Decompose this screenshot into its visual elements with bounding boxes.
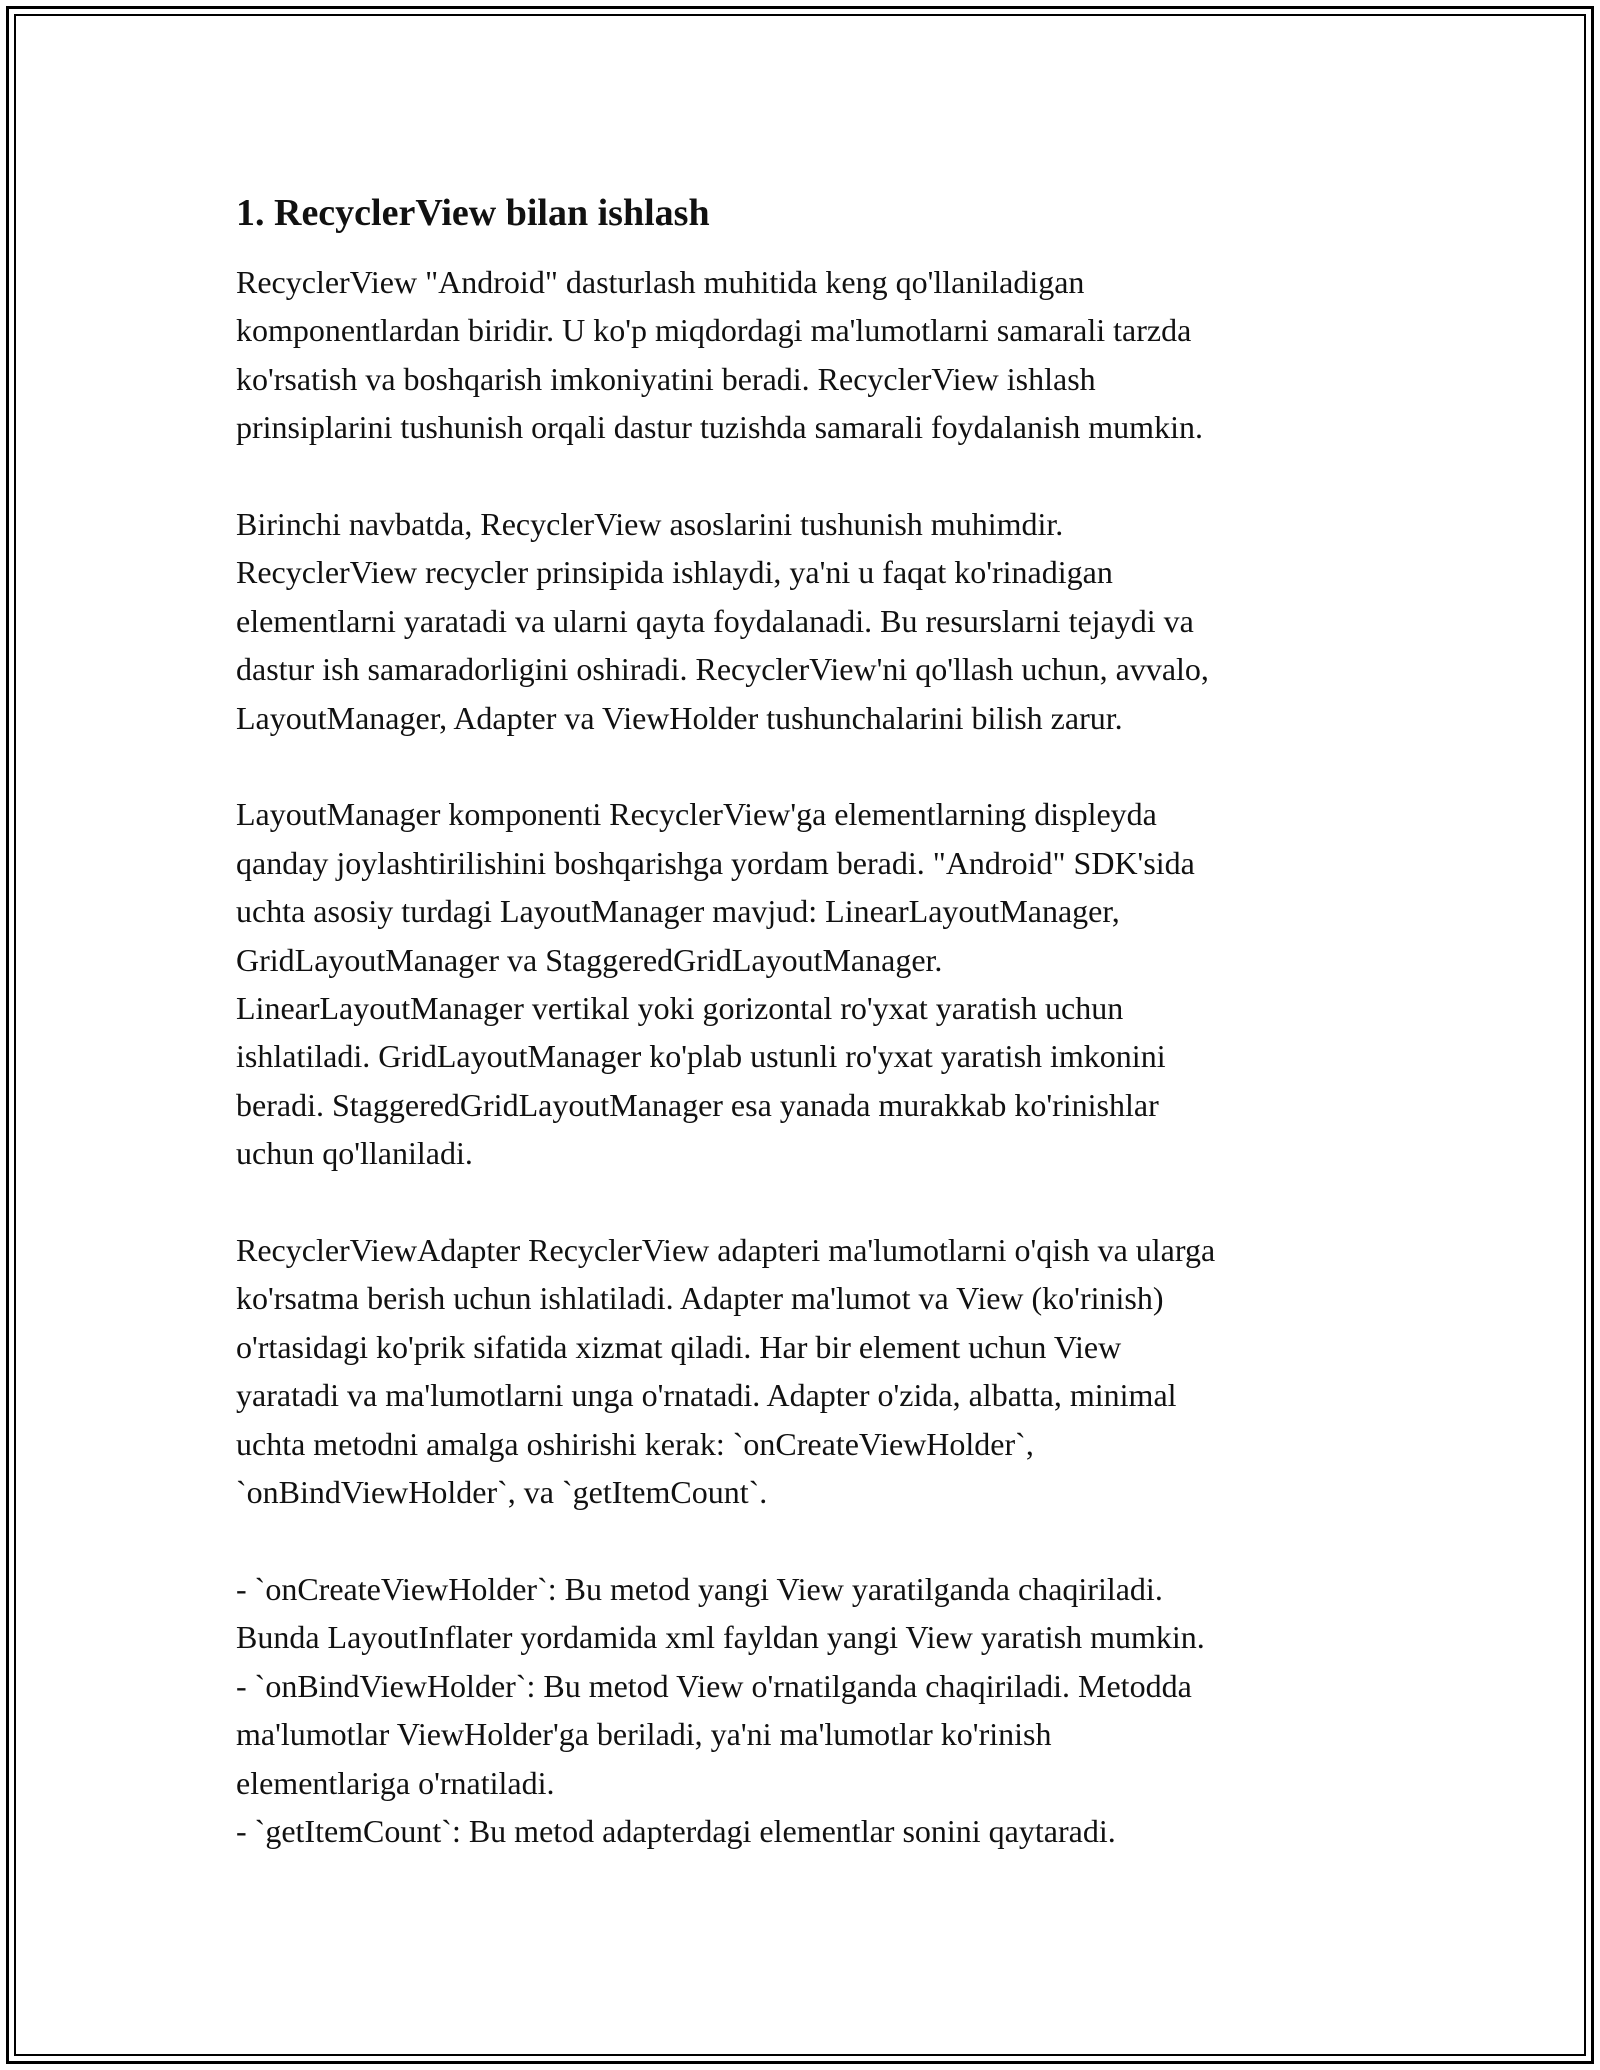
text-line: qanday joylashtirilishini boshqarishga yordam beradi. "Android" SDK'sida [236,844,1195,881]
section-heading: 1. RecyclerView bilan ishlash [236,192,710,234]
text-line: yaratadi va ma'lumotlarni unga o'rnatadi. Adapter o'zida, albatta, minimal [236,1377,1177,1414]
text-line: GridLayoutManager va StaggeredGridLayoutManager. [236,941,943,978]
paragraph-intro [236,258,1376,452]
document-body [236,186,1376,1904]
text-line: beradi. StaggeredGridLayoutManager esa yanada murakkab ko'rinishlar [236,1086,1159,1123]
paragraph-basics [236,500,1376,742]
paragraph-layout-manager [236,790,1376,1177]
text-line: elementlariga o'rnatiladi. [236,1764,555,1801]
text-line: uchta asosiy turdagi LayoutManager mavjud: LinearLayoutManager, [236,893,1120,930]
text-line: - `onCreateViewHolder`: Bu metod yangi View yaratilganda chaqiriladi. [236,1570,1163,1607]
paragraph-adapter [236,1226,1376,1516]
text-line: ishlatiladi. GridLayoutManager ko'plab ustunli ro'yxat yaratish imkonini [236,1038,1166,1075]
text-line: komponentlardan biridir. U ko'p miqdordagi ma'lumotlarni samarali tarzda [236,312,1192,349]
text-line: LayoutManager komponenti RecyclerView'ga elementlarning displeyda [236,796,1157,833]
text-line: RecyclerView recycler prinsipida ishlaydi, ya'ni u faqat ko'rinadigan [236,554,1113,591]
text-line: Birinchi navbatda, RecyclerView asoslarini tushunish muhimdir. [236,506,1064,543]
text-line: LinearLayoutManager vertikal yoki gorizontal ro'yxat yaratish uchun [236,990,1124,1027]
text-line: - `getItemCount`: Bu metod adapterdagi elementlar sonini qaytaradi. [236,1812,1116,1849]
text-line: LayoutManager, Adapter va ViewHolder tushunchalarini bilish zarur. [236,699,1123,736]
paragraph-adapter-methods [236,1565,1376,1855]
text-line: RecyclerView "Android" dasturlash muhitida keng qo'llaniladigan [236,264,1085,300]
text-line: elementlarni yaratadi va ularni qayta foydalanadi. Bu resurslarni tejaydi va [236,602,1194,639]
text-line: prinsiplarini tushunish orqali dastur tuzishda samarali foydalanish mumkin. [236,409,1203,446]
text-line: - `onBindViewHolder`: Bu metod View o'rnatilganda chaqiriladi. Metodda [236,1667,1192,1704]
text-line: RecyclerViewAdapter RecyclerView adapteri ma'lumotlarni o'qish va ularga [236,1232,1216,1269]
text-line: Bunda LayoutInflater yordamida xml fayldan yangi View yaratish mumkin. [236,1619,1205,1656]
text-line: `onBindViewHolder`, va `getItemCount`. [236,1474,768,1511]
text-line: uchun qo'llaniladi. [236,1135,473,1172]
text-line: ko'rsatish va boshqarish imkoniyatini beradi. RecyclerView ishlash [236,360,1096,397]
text-line: ma'lumotlar ViewHolder'ga beriladi, ya'ni ma'lumotlar ko'rinish [236,1716,1052,1753]
text-line: uchta metodni amalga oshirishi kerak: `onCreateViewHolder`, [236,1425,1034,1462]
text-line: ko'rsatma berish uchun ishlatiladi. Adapter ma'lumot va View (ko'rinish) [236,1280,1164,1317]
text-line: dastur ish samaradorligini oshiradi. RecyclerView'ni qo'llash uchun, avvalo, [236,651,1209,688]
text-line: o'rtasidagi ko'prik sifatida xizmat qiladi. Har bir element uchun View [236,1328,1122,1365]
